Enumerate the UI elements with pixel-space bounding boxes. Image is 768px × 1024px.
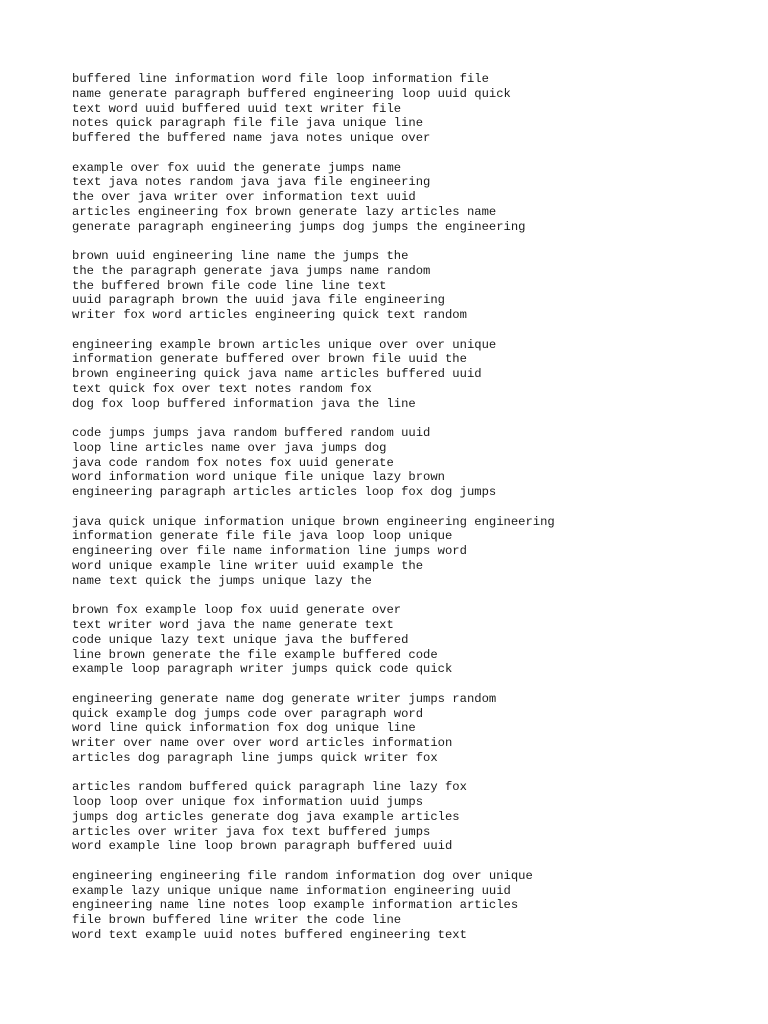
text-line: writer fox word articles engineering quick text random bbox=[72, 308, 467, 323]
text-line: java code random fox notes fox uuid generate bbox=[72, 455, 394, 470]
text-line: example lazy unique unique name information engineering uuid bbox=[72, 883, 511, 898]
text-line: brown engineering quick java name articles buffered uuid bbox=[72, 367, 482, 382]
text-line: information generate file file java loop loop unique bbox=[72, 529, 453, 544]
text-line: word unique example line writer uuid example the bbox=[72, 558, 424, 573]
text-line: word text example uuid notes buffered engineering text bbox=[72, 927, 467, 942]
text-line: jumps dog articles generate dog java example articles bbox=[72, 809, 460, 824]
text-line: engineering example brown articles unique over over unique bbox=[72, 337, 497, 352]
text-line: notes quick paragraph file file java unique line bbox=[72, 116, 424, 131]
text-line: text java notes random java java file engineering bbox=[72, 175, 431, 190]
paragraph-2 bbox=[72, 161, 752, 235]
text-line: loop line articles name over java jumps dog bbox=[72, 440, 387, 455]
text-line: name text quick the jumps unique lazy the bbox=[72, 573, 372, 588]
paragraph-6 bbox=[72, 515, 752, 589]
text-line: the over java writer over information text uuid bbox=[72, 190, 416, 205]
text-line: brown uuid engineering line name the jumps the bbox=[72, 249, 409, 264]
text-line: articles dog paragraph line jumps quick writer fox bbox=[72, 750, 438, 765]
text-line: dog fox loop buffered information java the line bbox=[72, 396, 416, 411]
text-line: text quick fox over text notes random fox bbox=[72, 381, 372, 396]
text-line: the the paragraph generate java jumps name random bbox=[72, 263, 431, 278]
paragraph-7 bbox=[72, 603, 752, 677]
text-line: articles engineering fox brown generate lazy articles name bbox=[72, 204, 497, 219]
text-line: java quick unique information unique brown engineering engineering bbox=[72, 514, 555, 529]
text-line: generate paragraph engineering jumps dog jumps the engineering bbox=[72, 219, 526, 234]
paragraph-5 bbox=[72, 426, 752, 500]
text-line: articles random buffered quick paragraph line lazy fox bbox=[72, 780, 467, 795]
text-line: information generate buffered over brown file uuid the bbox=[72, 352, 467, 367]
text-line: text writer word java the name generate text bbox=[72, 618, 394, 633]
text-line: engineering name line notes loop example information articles bbox=[72, 898, 519, 913]
text-line: buffered the buffered name java notes unique over bbox=[72, 131, 431, 145]
text-line: code jumps jumps java random buffered random uuid bbox=[72, 426, 431, 441]
text-line: word line quick information fox dog unique line bbox=[72, 721, 416, 736]
text-line: code unique lazy text unique java the buffered bbox=[72, 632, 409, 647]
text-line: loop loop over unique fox information uuid jumps bbox=[72, 795, 424, 810]
text-line: name generate paragraph buffered engineering loop uuid quick bbox=[72, 86, 511, 101]
text-line: text word uuid buffered uuid text writer file bbox=[72, 101, 402, 116]
document-page bbox=[72, 72, 752, 957]
text-line: the buffered brown file code line line text bbox=[72, 278, 387, 293]
text-line: buffered line information word file loop information file bbox=[72, 72, 489, 86]
text-line: line brown generate the file example buffered code bbox=[72, 647, 438, 662]
paragraph-4 bbox=[72, 338, 752, 412]
text-line: articles over writer java fox text buffered jumps bbox=[72, 824, 431, 839]
paragraph-3 bbox=[72, 249, 752, 323]
text-line: quick example dog jumps code over paragraph word bbox=[72, 706, 424, 721]
text-line: engineering paragraph articles articles loop fox dog jumps bbox=[72, 485, 497, 500]
text-line: writer over name over over word articles information bbox=[72, 736, 453, 751]
paragraph-10 bbox=[72, 869, 752, 943]
text-line: word example line loop brown paragraph buffered uuid bbox=[72, 839, 453, 854]
text-line: engineering over file name information line jumps word bbox=[72, 544, 467, 559]
paragraph-1 bbox=[72, 72, 752, 146]
text-line: word information word unique file unique lazy brown bbox=[72, 470, 445, 485]
text-line: engineering engineering file random information dog over unique bbox=[72, 868, 533, 883]
text-line: example over fox uuid the generate jumps name bbox=[72, 160, 402, 175]
paragraph-9 bbox=[72, 780, 752, 854]
text-line: engineering generate name dog generate writer jumps random bbox=[72, 691, 497, 706]
text-line: example loop paragraph writer jumps quick code quick bbox=[72, 662, 453, 677]
text-line: file brown buffered line writer the code line bbox=[72, 913, 402, 928]
text-line: uuid paragraph brown the uuid java file engineering bbox=[72, 293, 445, 308]
text-line: brown fox example loop fox uuid generate over bbox=[72, 603, 402, 618]
paragraph-8 bbox=[72, 692, 752, 766]
